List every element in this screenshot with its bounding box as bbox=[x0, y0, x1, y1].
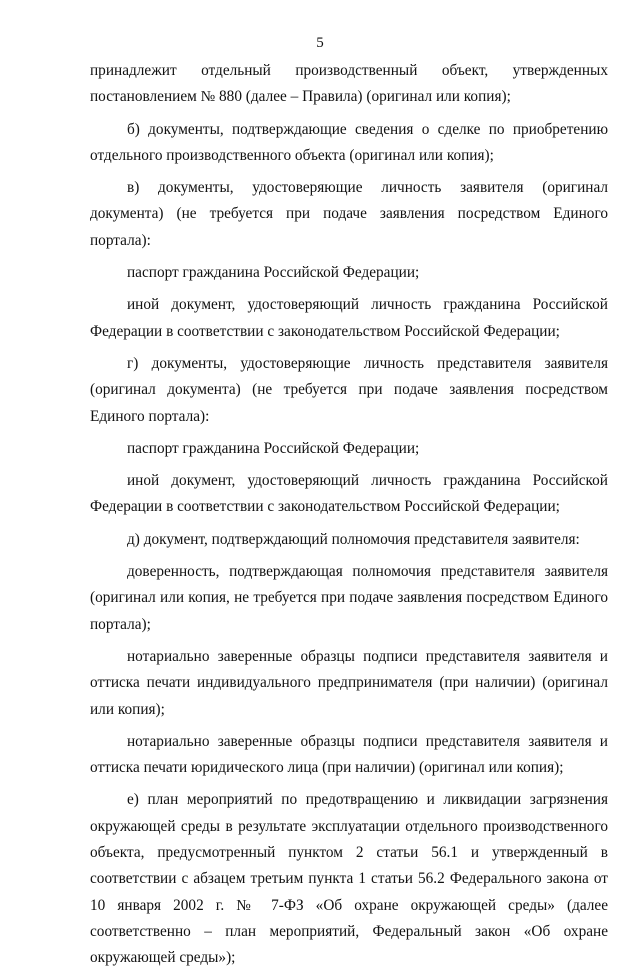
paragraph-passport-applicant: паспорт гражданина Российской Федерации; bbox=[127, 264, 420, 282]
paragraph-continuation: принадлежит отдельный производственный объект, утвержденных постановлением № 880 (далее – Правила) (оригинал или копия); bbox=[90, 62, 608, 106]
paragraph-other-id-applicant: иной документ, удостоверяющий личность гражданина Российской Федерации в соответствии с законодательством Российской Федерации; bbox=[90, 296, 608, 340]
paragraph-passport-representative: паспорт гражданина Российской Федерации; bbox=[127, 439, 420, 457]
paragraph-signature-ip: нотариально заверенные образцы подписи представителя заявителя и оттиска печати индивидуального предпринимателя (при наличии) (оригинал или копия); bbox=[90, 647, 608, 718]
paragraph-other-id-representative: иной документ, удостоверяющий личность гражданина Российской Федерации в соответствии с законодательством Российской Федерации; bbox=[90, 472, 608, 516]
paragraph-signature-legal-entity: нотариально заверенные образцы подписи представителя заявителя и оттиска печати юридического лица (при наличии) (оригинал или копия); bbox=[90, 732, 608, 777]
document-body bbox=[90, 58, 608, 972]
paragraph-item-g: г) документы, удостоверяющие личность представителя заявителя (оригинал документа) (не требуется при подаче заявления посредством Единого портала): bbox=[90, 354, 608, 425]
page-number: 5 bbox=[316, 35, 324, 51]
paragraph-item-b: б) документы, подтверждающие сведения о сделке по приобретению отдельного производственного объекта (оригинал или копия); bbox=[90, 120, 608, 164]
paragraph-item-e: е) план мероприятий по предотвращению и ликвидации загрязнения окружающей среды в результате эксплуатации отдельного производственного объекта, предусмотренный пунктом 2 статьи 56.1 и утвержденный в соответствии с абзацем третьим пункта 1 статьи 56.2 Федерального закона от 10 января 2002 г. № 7-ФЗ «Об охране окружающей среды» (далее соответственно – план мероприятий, Федеральный закон «Об охране окружающей среды»); bbox=[90, 791, 608, 967]
paragraph-power-of-attorney: доверенность, подтверждающая полномочия представителя заявителя (оригинал или копия, не требуется при подаче заявления посредством Единого портала); bbox=[90, 563, 608, 633]
paragraph-item-v: в) документы, удостоверяющие личность заявителя (оригинал документа) (не требуется при подаче заявления посредством Единого портала): bbox=[90, 179, 608, 249]
paragraph-item-d: д) документ, подтверждающий полномочия представителя заявителя: bbox=[127, 530, 580, 548]
